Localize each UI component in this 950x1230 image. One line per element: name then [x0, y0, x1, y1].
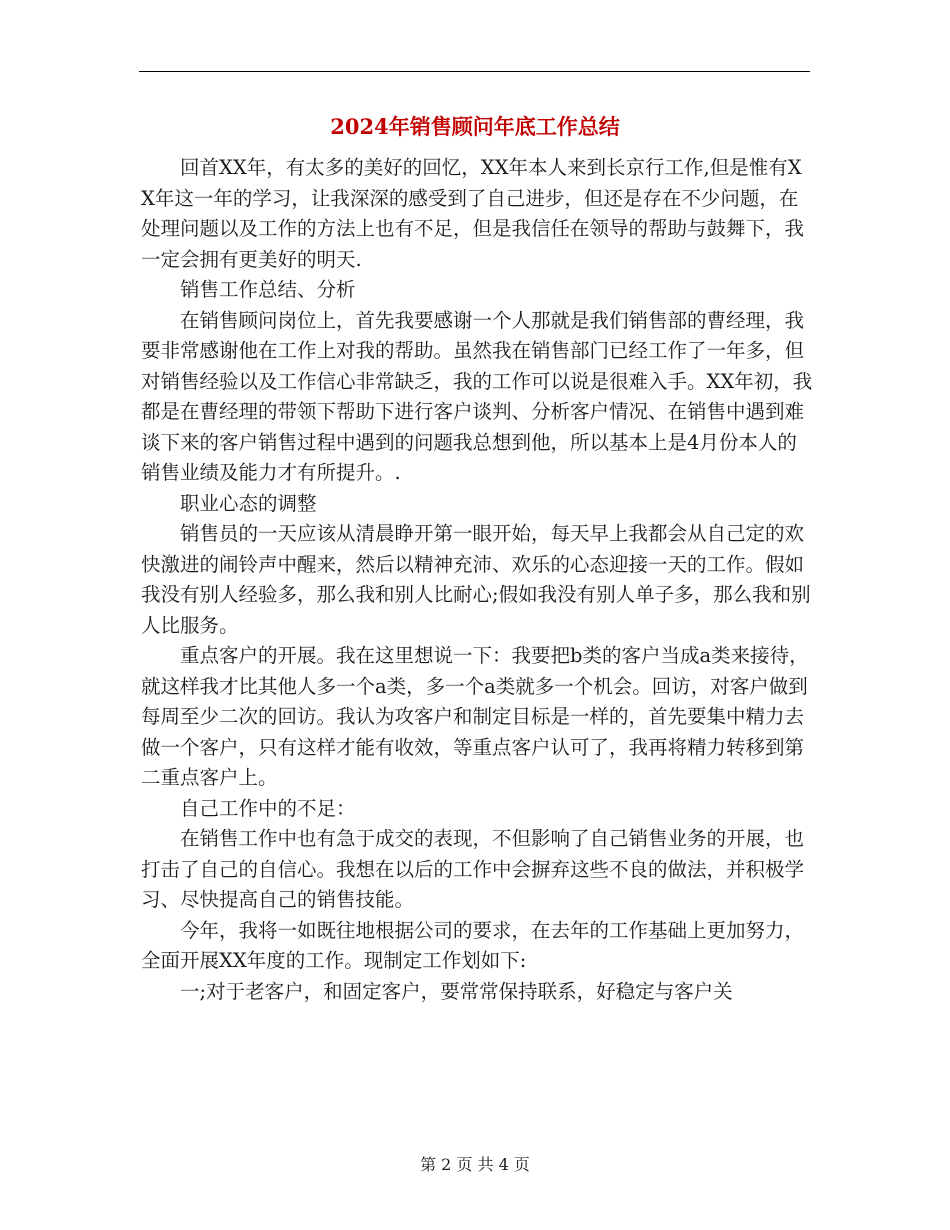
paragraph-sales-summary: 在销售顾问岗位上，首先我要感谢一个人那就是我们销售部的曹经理，我要非常感谢他在工作上对我的帮助。虽然我在销售部门已经工作了一年多，但对销售经验以及工作信心非常缺乏，我的工作可以说是很难入手。XX年初，我都是在曹经理的带领下帮助下进行客户谈判、分析客户情况、在销售中遇到难谈下来的客户销售过程中遇到的问题我总想到他，所以基本上是4月份本人的销售业绩及能力才有所提升。.: [141, 308, 813, 484]
paragraph-plan-intro: 今年，我将一如既往地根据公司的要求，在去年的工作基础上更加努力，全面开展XX年度的工作。现制定工作划如下:: [141, 918, 805, 972]
paragraph-intro: 回首XX年，有太多的美好的回忆，XX年本人来到长京行工作,但是惟有XX年这一年的学习，让我深深的感受到了自己进步，但还是存在不少问题，在处理问题以及工作的方法上也有不足，但是我信任在领导的帮助与鼓舞下，我一定会拥有更美好的明天.: [141, 156, 805, 271]
section-heading-mindset: 职业心态的调整: [180, 491, 317, 515]
paragraph-plan-item-1: 一;对于老客户，和固定客户，要常常保持联系，好稳定与客户关: [180, 979, 733, 1003]
header-rule: [139, 71, 810, 72]
section-heading-shortcomings: 自己工作中的不足：: [180, 796, 356, 820]
paragraph-key-customers: 重点客户的开展。我在这里想说一下：我要把b类的客户当成a类来接待，就这样我才比其他人多一个a类，多一个a类就多一个机会。回访，对客户做到每周至少二次的回访。我认为攻客户和制定目标是一样的，首先要集中精力去做一个客户，只有这样才能有收效，等重点客户认可了，我再将精力转移到第二重点客户上。: [141, 644, 809, 789]
paragraph-mindset: 销售员的一天应该从清晨睁开第一眼开始，每天早上我都会从自己定的欢快激进的闹铃声中醒来，然后以精神充沛、欢乐的心态迎接一天的工作。假如我没有别人经验多，那么我和别人比耐心;假如我没有别人单子多，那么我和别人比服务。: [141, 522, 811, 637]
document-title: 2024年销售顾问年底工作总结: [330, 114, 620, 139]
section-heading-sales-summary: 销售工作总结、分析: [180, 278, 356, 301]
page-footer: 第 2 页 共 4 页: [420, 1155, 530, 1174]
document-body: [141, 153, 813, 1007]
paragraph-shortcomings: 在销售工作中也有急于成交的表现，不但影响了自己销售业务的开展，也打击了自己的自信心。我想在以后的工作中会摒弃这些不良的做法，并积极学习、尽快提高自己的销售技能。: [141, 827, 805, 911]
